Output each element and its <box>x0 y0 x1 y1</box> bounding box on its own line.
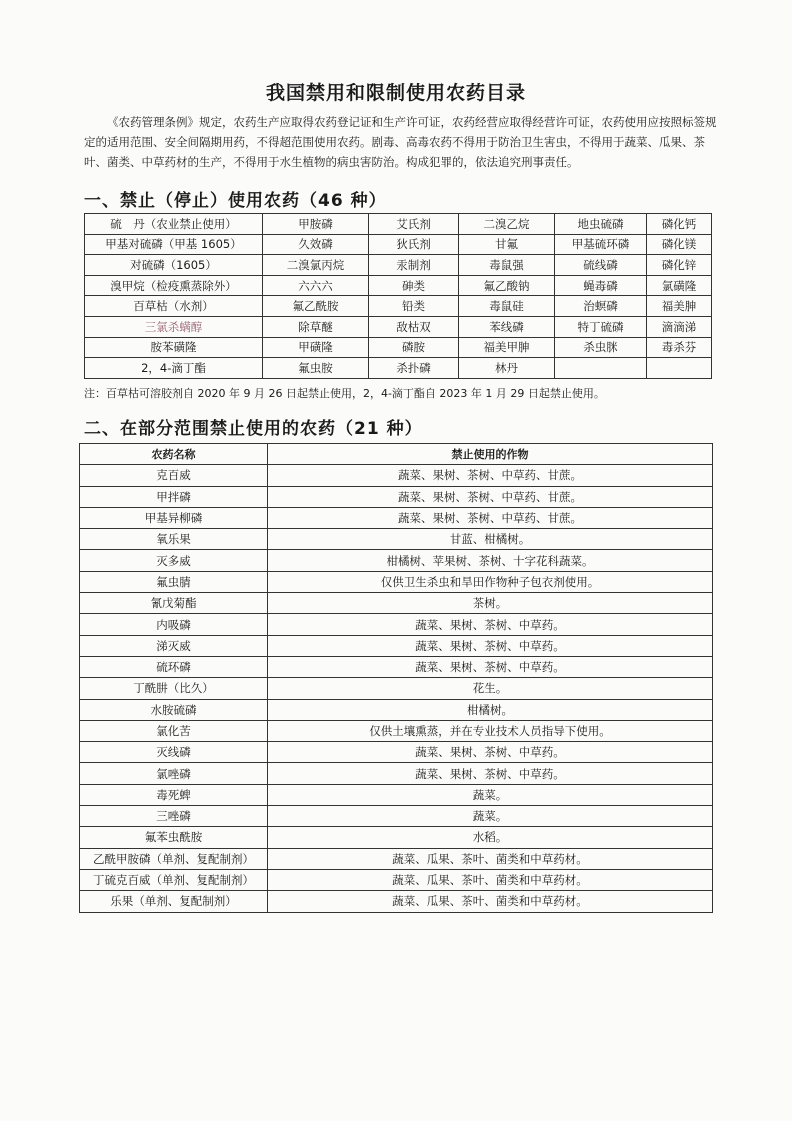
table-row <box>85 234 712 255</box>
banned-crops-cell: 蔬菜。 <box>268 806 713 827</box>
table-cell: 溴甲烷（检疫熏蒸除外） <box>85 275 263 296</box>
table-row <box>80 529 713 550</box>
table-row <box>85 214 712 235</box>
banned-crops-cell: 蔬菜、瓜果、茶叶、菌类和中草药材。 <box>268 848 713 869</box>
table-cell: 三氯杀螨醇 <box>85 316 263 337</box>
banned-crops-cell: 柑橘树、苹果树、茶树、十字花科蔬菜。 <box>268 550 713 571</box>
table-cell: 氟虫胺 <box>263 358 369 379</box>
banned-crops-cell: 蔬菜、果树、茶树、中草药、甘蔗。 <box>268 465 713 486</box>
table-cell: 久效磷 <box>263 234 369 255</box>
pesticide-name-cell: 涕灭威 <box>80 635 268 656</box>
pesticide-name-cell: 三唑磷 <box>80 806 268 827</box>
table-row <box>80 848 713 869</box>
banned-pesticide-table <box>84 213 712 379</box>
table-cell: 磷化锌 <box>647 255 712 276</box>
table-cell: 胺苯磺隆 <box>85 337 263 358</box>
banned-crops-cell: 花生。 <box>268 678 713 699</box>
table-row <box>80 465 713 486</box>
pesticide-name-cell: 氯唑磷 <box>80 763 268 784</box>
pesticide-name-cell: 氯化苦 <box>80 720 268 741</box>
table-row <box>80 550 713 571</box>
table-cell: 甲基硫环磷 <box>555 234 647 255</box>
pesticide-name-cell: 毒死蜱 <box>80 784 268 805</box>
section1-heading: 一、禁止（停止）使用农药（46 种） <box>84 191 387 211</box>
pesticide-name-cell: 氧乐果 <box>80 529 268 550</box>
pesticide-name-cell: 甲基异柳磷 <box>80 507 268 528</box>
table-row <box>80 656 713 677</box>
table-cell: 二溴乙烷 <box>459 214 555 235</box>
pesticide-name-cell: 氟苯虫酰胺 <box>80 827 268 848</box>
table-row <box>85 296 712 317</box>
table-cell: 甘氟 <box>459 234 555 255</box>
table-cell: 铅类 <box>369 296 459 317</box>
section2-heading: 二、在部分范围禁止使用的农药（21 种） <box>84 419 423 439</box>
intro-paragraph: 《农药管理条例》规定，农药生产应取得农药登记证和生产许可证，农药经营应取得经营许可证，农药使用应按照标签规定的适用范围、安全间隔期用药，不得超范围使用农药。剧毒、高毒农药不得用于防治卫生害虫，不得用于蔬菜、瓜果、茶叶、菌类、中草药材的生产，不得用于水生植物的病虫害防治。构成犯罪的，依法追究刑事责任。 <box>84 115 717 169</box>
table-cell: 百草枯（水剂） <box>85 296 263 317</box>
restricted-pesticide-table <box>79 443 713 913</box>
table-cell: 汞制剂 <box>369 255 459 276</box>
table-row <box>80 678 713 699</box>
banned-crops-cell: 柑橘树。 <box>268 699 713 720</box>
banned-crops-cell: 甘蓝、柑橘树。 <box>268 529 713 550</box>
pesticide-name-cell: 甲拌磷 <box>80 486 268 507</box>
banned-crops-cell: 蔬菜、果树、茶树、中草药。 <box>268 614 713 635</box>
table-row <box>80 486 713 507</box>
table-cell: 福美胂 <box>647 296 712 317</box>
banned-crops-cell: 茶树。 <box>268 593 713 614</box>
table-cell: 磷化钙 <box>647 214 712 235</box>
table-row <box>85 358 712 379</box>
table-cell: 蝇毒磷 <box>555 275 647 296</box>
table-row <box>80 806 713 827</box>
pesticide-name-cell: 丁硫克百威（单剂、复配制剂） <box>80 869 268 890</box>
pesticide-name-cell: 氰戊菊酯 <box>80 593 268 614</box>
banned-crops-cell: 蔬菜、果树、茶树、中草药、甘蔗。 <box>268 486 713 507</box>
table-row <box>80 507 713 528</box>
banned-crops-cell: 蔬菜、瓜果、茶叶、菌类和中草药材。 <box>268 869 713 890</box>
pesticide-name-cell: 灭多威 <box>80 550 268 571</box>
banned-crops-cell: 蔬菜、果树、茶树、中草药。 <box>268 635 713 656</box>
table-cell: 氟乙酸钠 <box>459 275 555 296</box>
banned-crops-cell: 水稻。 <box>268 827 713 848</box>
table-row <box>80 784 713 805</box>
table-cell: 磷化镁 <box>647 234 712 255</box>
table-row <box>80 699 713 720</box>
table-cell: 氯磺隆 <box>647 275 712 296</box>
pesticide-name-cell: 水胺硫磷 <box>80 699 268 720</box>
table-cell: 艾氏剂 <box>369 214 459 235</box>
table-cell: 对硫磷（1605） <box>85 255 263 276</box>
pesticide-name-cell: 克百威 <box>80 465 268 486</box>
table-cell: 苯线磷 <box>459 316 555 337</box>
table-cell: 杀虫脒 <box>555 337 647 358</box>
table-row <box>80 614 713 635</box>
table-cell: 毒杀芬 <box>647 337 712 358</box>
table-cell: 毒鼠强 <box>459 255 555 276</box>
table-row <box>85 316 712 337</box>
table-row <box>80 635 713 656</box>
table-cell: 林丹 <box>459 358 555 379</box>
pesticide-name-cell: 乙酰甲胺磷（单剂、复配制剂） <box>80 848 268 869</box>
banned-crops-cell: 蔬菜、果树、茶树、中草药。 <box>268 763 713 784</box>
table-cell: 滴滴涕 <box>647 316 712 337</box>
pesticide-name-cell: 丁酰肼（比久） <box>80 678 268 699</box>
pesticide-name-cell: 内吸磷 <box>80 614 268 635</box>
table-row <box>80 869 713 890</box>
page-title: 我国禁用和限制使用农药目录 <box>265 82 526 104</box>
table-row <box>80 720 713 741</box>
pesticide-name-cell: 灭线磷 <box>80 742 268 763</box>
table-cell: 毒鼠硅 <box>459 296 555 317</box>
table-cell: 地虫硫磷 <box>555 214 647 235</box>
pesticide-name-cell: 乐果（单剂、复配制剂） <box>80 891 268 912</box>
banned-crops-cell: 仅供土壤熏蒸，并在专业技术人员指导下使用。 <box>268 720 713 741</box>
table-cell <box>647 358 712 379</box>
banned-crops-cell: 蔬菜、果树、茶树、中草药。 <box>268 742 713 763</box>
table-row <box>80 891 713 912</box>
table-cell: 杀扑磷 <box>369 358 459 379</box>
banned-crops-cell: 仅供卫生杀虫和旱田作物种子包衣剂使用。 <box>268 571 713 592</box>
banned-crops-cell: 蔬菜、瓜果、茶叶、菌类和中草药材。 <box>268 891 713 912</box>
table-row <box>85 337 712 358</box>
banned-crops-cell: 蔬菜、果树、茶树、中草药。 <box>268 656 713 677</box>
banned-crops-cell: 蔬菜。 <box>268 784 713 805</box>
table-cell: 敌枯双 <box>369 316 459 337</box>
table-cell: 治螟磷 <box>555 296 647 317</box>
table-cell: 甲基对硫磷（甲基 1605） <box>85 234 263 255</box>
banned-crops-cell: 蔬菜、果树、茶树、中草药、甘蔗。 <box>268 507 713 528</box>
table-cell: 除草醚 <box>263 316 369 337</box>
pesticide-name-cell: 氟虫腈 <box>80 571 268 592</box>
table-cell: 特丁硫磷 <box>555 316 647 337</box>
table-row <box>80 763 713 784</box>
table-cell <box>555 358 647 379</box>
header-pesticide-name: 农药名称 <box>80 444 268 465</box>
table-cell: 2，4-滴丁酯 <box>85 358 263 379</box>
table-cell: 福美甲胂 <box>459 337 555 358</box>
table-cell: 氟乙酰胺 <box>263 296 369 317</box>
table-row <box>80 742 713 763</box>
table-cell: 硫线磷 <box>555 255 647 276</box>
table-cell: 硫 丹（农业禁止使用） <box>85 214 263 235</box>
table-cell: 六六六 <box>263 275 369 296</box>
header-banned-crops: 禁止使用的作物 <box>268 444 713 465</box>
table-row <box>85 255 712 276</box>
table-row <box>80 593 713 614</box>
table-cell: 甲胺磷 <box>263 214 369 235</box>
section1-note: 注：百草枯可溶胶剂自 2020 年 9 月 26 日起禁止使用，2，4-滴丁酯自 2023 年 1 月 29 日起禁止使用。 <box>84 387 605 400</box>
table-cell: 二溴氯丙烷 <box>263 255 369 276</box>
table-header-row <box>80 444 713 465</box>
table-row <box>80 571 713 592</box>
table-cell: 砷类 <box>369 275 459 296</box>
table-row <box>85 275 712 296</box>
table-cell: 磷胺 <box>369 337 459 358</box>
pesticide-name-cell: 硫环磷 <box>80 656 268 677</box>
table-row <box>80 827 713 848</box>
table-cell: 甲磺隆 <box>263 337 369 358</box>
table-cell: 狄氏剂 <box>369 234 459 255</box>
